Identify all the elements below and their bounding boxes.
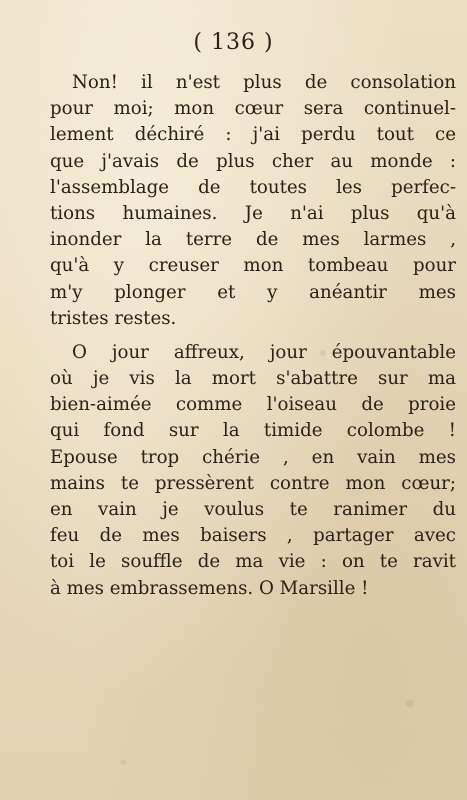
text-line: où je vis la mort s'abattre sur ma bbox=[50, 368, 456, 390]
text-line: Epouse trop chérie , en vain mes bbox=[50, 446, 456, 468]
paragraph-1 bbox=[50, 70, 456, 332]
text-line: bien-aimée comme l'oiseau de proie bbox=[50, 394, 456, 416]
text-line: lement déchiré : j'ai perdu tout ce bbox=[50, 124, 456, 146]
text-line: mains te pressèrent contre mon cœur; bbox=[50, 472, 456, 494]
text-line: que j'avais de plus cher au monde : bbox=[50, 150, 456, 172]
text-line: tions humaines. Je n'ai plus qu'à bbox=[50, 202, 456, 224]
text-line: toi le souffle de ma vie : on te ravit bbox=[50, 551, 456, 573]
text-line: à mes embrassemens. O Marsille ! bbox=[50, 577, 369, 599]
text-line: m'y plonger et y anéantir mes bbox=[50, 281, 456, 303]
paper-stain bbox=[405, 700, 414, 707]
text-line: feu de mes baisers , partager avec bbox=[50, 525, 456, 547]
text-line: pour moi; mon cœur sera continuel- bbox=[50, 98, 456, 120]
text-line: l'assemblage de toutes les perfec- bbox=[50, 176, 456, 198]
text-line: tristes restes. bbox=[50, 307, 177, 329]
body-text bbox=[50, 70, 456, 602]
text-line: inonder la terre de mes larmes , bbox=[50, 229, 456, 251]
text-line: qu'à y creuser mon tombeau pour bbox=[50, 255, 456, 277]
paper-stain bbox=[120, 760, 127, 765]
text-line: O jour affreux, jour épouvantable bbox=[72, 341, 456, 363]
page-number: ( 136 ) bbox=[193, 30, 274, 55]
text-line: Non! il n'est plus de consolation bbox=[72, 72, 456, 93]
paragraph-2 bbox=[50, 340, 456, 602]
text-line: qui fond sur la timide colombe ! bbox=[50, 420, 456, 442]
text-line: en vain je voulus te ranimer du bbox=[50, 499, 456, 520]
